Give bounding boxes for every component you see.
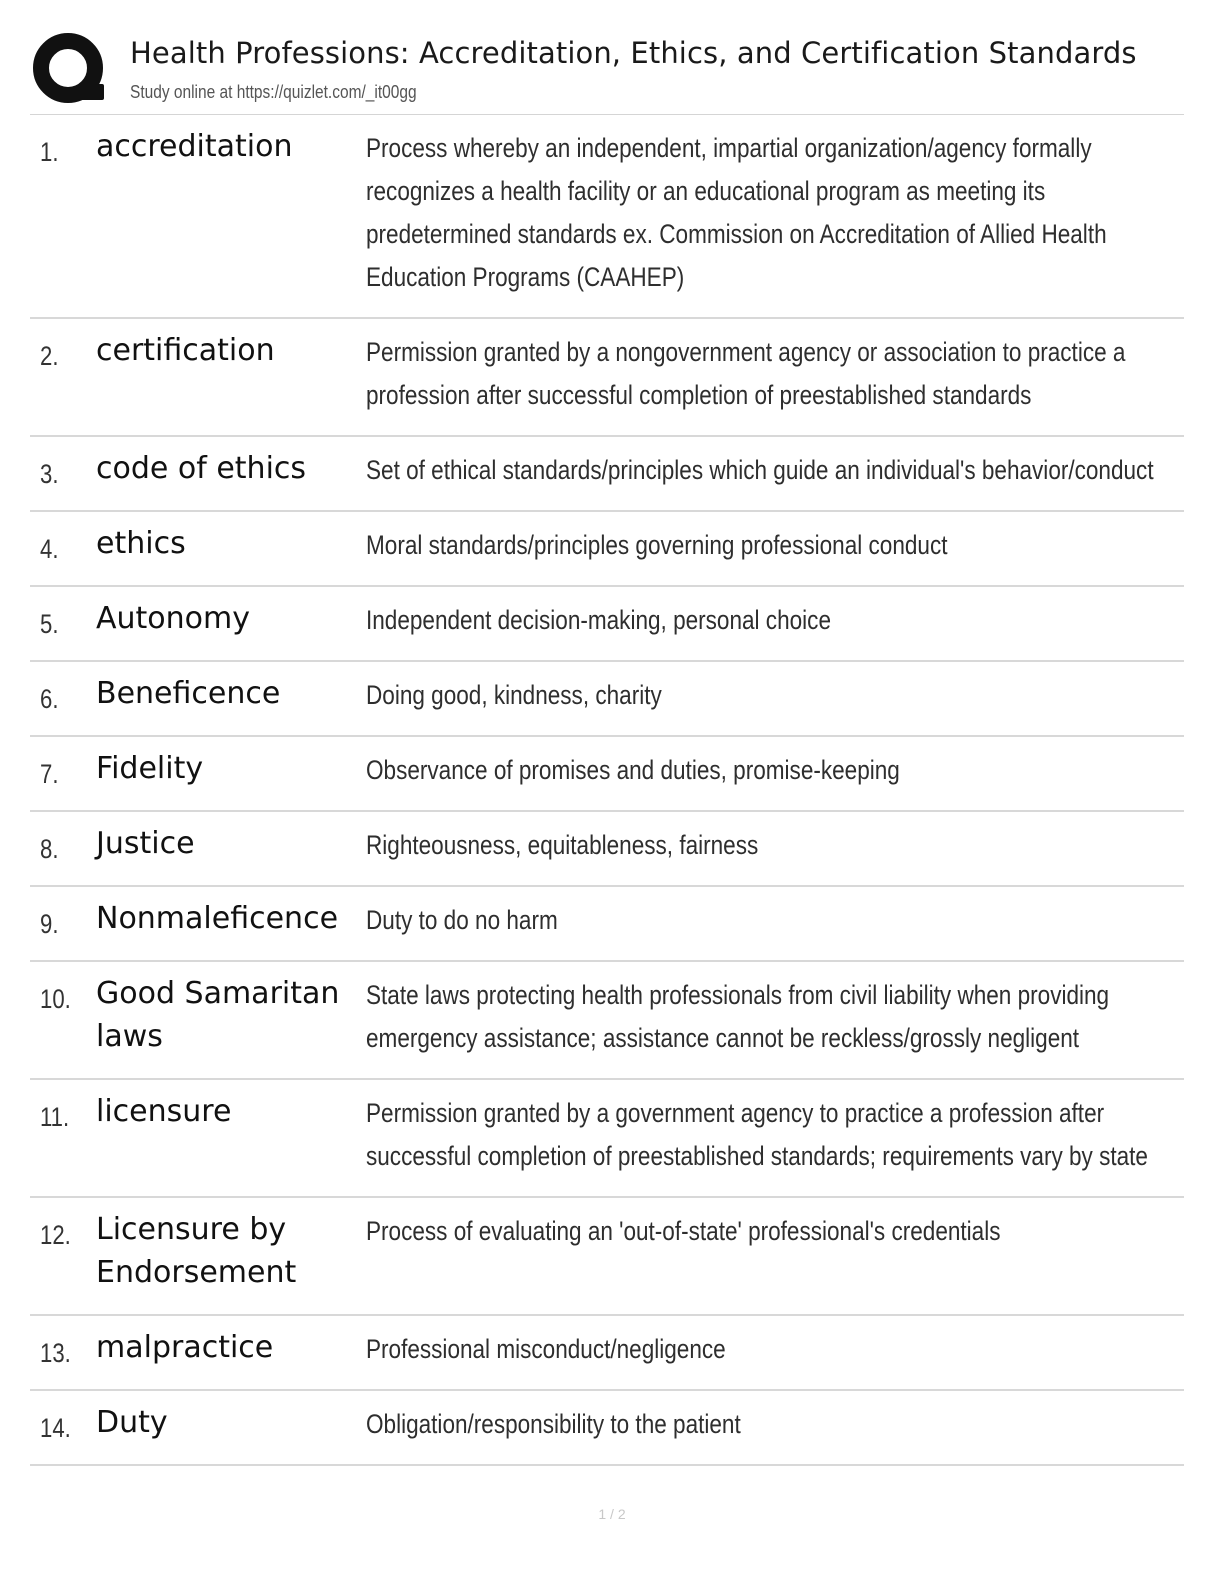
term-row — [30, 887, 1184, 962]
term-number: 12. — [40, 1220, 71, 1250]
term-word: code of ethics — [96, 451, 307, 486]
term-number: 13. — [40, 1338, 71, 1368]
term-word: Fidelity — [96, 751, 204, 786]
term-row — [30, 962, 1184, 1080]
term-word: certification — [96, 333, 275, 368]
term-definition: Independent decision-making, personal choice — [366, 605, 831, 635]
page-header — [30, 28, 1190, 114]
study-online-link[interactable]: Study online at https://quizlet.com/_it00gg — [130, 82, 417, 102]
term-row — [30, 115, 1184, 319]
term-word: malpractice — [96, 1330, 274, 1365]
term-definition: Righteousness, equitableness, fairness — [366, 830, 759, 860]
term-row — [30, 737, 1184, 812]
term-definition: Process whereby an independent, impartial organization/agency formally recognizes a health facility or an educational program as meeting its predetermined standards ex. Commission on Accreditation of Allied Health Education Programs (CAAHEP) — [366, 133, 1107, 292]
term-number: 8. — [40, 834, 59, 864]
term-number: 2. — [40, 341, 59, 371]
term-definition: Professional misconduct/negligence — [366, 1334, 726, 1364]
term-word: Licensure by Endorsement — [96, 1212, 297, 1290]
term-word: licensure — [96, 1094, 232, 1129]
terms-list — [30, 115, 1184, 1466]
term-definition: Permission granted by a nongovernment agency or association to practice a profession after successful completion of preestablished standards — [366, 337, 1126, 410]
term-row — [30, 1198, 1184, 1316]
term-definition: Obligation/responsibility to the patient — [366, 1409, 741, 1439]
term-word: accreditation — [96, 129, 293, 164]
term-word: Autonomy — [96, 601, 250, 636]
term-word: Nonmaleficence — [96, 901, 339, 936]
term-number: 11. — [40, 1102, 70, 1132]
term-definition: Process of evaluating an 'out-of-state' professional's credentials — [366, 1216, 1001, 1246]
page-number: 1 / 2 — [598, 1506, 626, 1522]
page-title: Health Professions: Accreditation, Ethics, and Certification Standards — [130, 36, 1137, 70]
term-definition: Observance of promises and duties, promise-keeping — [366, 755, 900, 785]
term-row — [30, 437, 1184, 512]
term-number: 5. — [40, 609, 59, 639]
term-word: Duty — [96, 1405, 168, 1440]
term-definition: Moral standards/principles governing professional conduct — [366, 530, 948, 560]
term-number: 7. — [40, 759, 59, 789]
term-word: Beneficence — [96, 676, 281, 711]
term-row — [30, 1391, 1184, 1466]
term-number: 3. — [40, 459, 59, 489]
term-number: 9. — [40, 909, 59, 939]
term-word: ethics — [96, 526, 186, 561]
term-row — [30, 1316, 1184, 1391]
term-row — [30, 812, 1184, 887]
term-number: 10. — [40, 984, 71, 1014]
term-number: 4. — [40, 534, 59, 564]
term-row — [30, 319, 1184, 437]
term-word: Good Samaritan laws — [96, 976, 340, 1054]
term-row — [30, 1080, 1184, 1198]
term-row — [30, 512, 1184, 587]
term-definition: Set of ethical standards/principles which guide an individual's behavior/conduct — [366, 455, 1154, 485]
quizlet-q-logo-icon — [32, 32, 108, 108]
term-number: 14. — [40, 1413, 71, 1443]
term-definition: Duty to do no harm — [366, 905, 558, 935]
term-number: 1. — [40, 137, 59, 167]
term-number: 6. — [40, 684, 59, 714]
term-definition: Doing good, kindness, charity — [366, 680, 662, 710]
term-row — [30, 587, 1184, 662]
term-row — [30, 662, 1184, 737]
term-definition: State laws protecting health professionals from civil liability when providing emergency assistance; assistance cannot be reckless/grossly negligent — [366, 980, 1110, 1053]
term-definition: Permission granted by a government agency to practice a profession after successful completion of preestablished standards; requirements vary by state — [366, 1098, 1148, 1171]
term-word: Justice — [96, 826, 195, 861]
